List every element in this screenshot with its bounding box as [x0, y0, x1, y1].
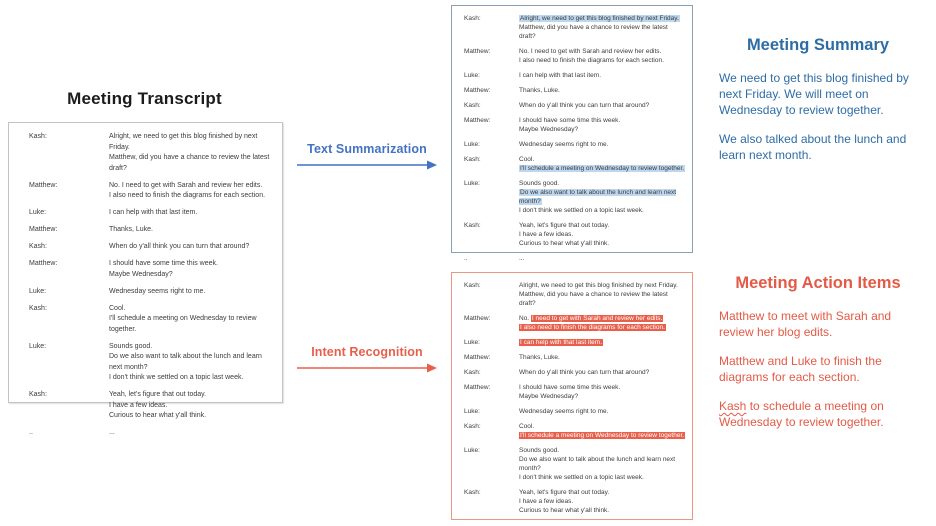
transcript-entry	[29, 259, 274, 280]
transcript-entry	[464, 281, 686, 308]
speaker-name: Matthew:	[29, 181, 58, 189]
speaker-utterance	[519, 314, 686, 332]
speaker-utterance	[109, 287, 274, 298]
paragraph-text: to schedule a meeting on Wednesday to review together.	[719, 399, 884, 429]
speaker-name: Luke:	[464, 141, 480, 148]
meeting-summary-panel	[719, 36, 917, 176]
utterance-text: Alright, we need to get this blog finished by next Friday.	[109, 133, 258, 151]
transcript-entry	[464, 488, 686, 515]
transcript-entry	[464, 422, 686, 440]
utterance-text: Thanks, Luke.	[109, 226, 153, 233]
utterance-text: Cool.	[519, 423, 535, 430]
speaker-utterance	[109, 259, 274, 280]
utterance-text: Cool.	[519, 156, 535, 163]
transcript-entry	[29, 287, 274, 298]
speaker-name: Kash:	[464, 102, 481, 109]
summary-highlight: Alright, we need to get this blog finished by next Friday.	[520, 15, 679, 22]
speaker-utterance	[519, 155, 686, 173]
utterance-text: I have a few ideas.	[109, 401, 168, 409]
panel-paragraph	[719, 70, 917, 118]
transcript-entry	[464, 446, 686, 482]
utterance-text: Yeah, let's figure that out today.	[519, 489, 610, 496]
speaker-utterance	[519, 179, 686, 215]
utterance-text: Curious to hear what y'all think.	[519, 507, 610, 514]
transcript-entry	[464, 368, 686, 377]
action-highlight: I also need to finish the diagrams for each section.	[520, 324, 665, 331]
speaker-name: Luke:	[29, 209, 47, 216]
transcript-entry	[464, 101, 686, 110]
utterance-text: Maybe Wednesday?	[519, 126, 579, 133]
meeting-summary-heading: Meeting Summary	[746, 36, 890, 54]
utterance-text: Do we also want to talk about the lunch and learn next month?	[519, 456, 676, 472]
speaker-name: Luke:	[29, 287, 47, 295]
utterance-text: Matthew, did you have a chance to review the latest draft?	[109, 154, 270, 172]
speaker-name: Kash:	[464, 15, 481, 22]
speaker-name: Matthew:	[464, 384, 491, 391]
utterance-text: When do y'all think you can turn that around?	[519, 369, 650, 376]
utterance-text: Wednesday seems right to me.	[109, 287, 206, 295]
speaker-utterance	[109, 242, 274, 253]
utterance-text: I'll schedule a meeting on Wednesday to review together.	[109, 315, 257, 333]
utterance-text: ...	[109, 429, 115, 436]
speaker-utterance	[519, 71, 686, 80]
action-highlight: I can help with that last item.	[520, 339, 603, 346]
speaker-utterance	[519, 422, 686, 440]
utterance-text: I should have some time this week.	[519, 117, 621, 124]
transcript-entry	[464, 383, 686, 401]
utterance-text: I don't think we settled on a topic last week.	[109, 374, 244, 381]
speaker-utterance	[519, 407, 686, 416]
speaker-name: Matthew:	[464, 354, 491, 361]
transcript-entry	[464, 116, 686, 134]
intent-recognition-label: Intent Recognition	[311, 345, 423, 359]
text-summarization-arrow-group	[296, 142, 438, 171]
transcript-entry	[464, 221, 686, 248]
transcript-entry	[464, 155, 686, 173]
transcript-entry	[464, 14, 686, 41]
utterance-text: I can help with that last item.	[519, 72, 602, 79]
speaker-name: Kash:	[464, 423, 481, 430]
utterance-text: ...	[519, 522, 525, 526]
speaker-utterance	[519, 446, 686, 482]
speaker-utterance	[109, 208, 274, 219]
utterance-text: I can help with that last item.	[109, 209, 198, 216]
speaker-utterance	[109, 225, 274, 236]
transcript-entry	[464, 47, 686, 65]
speaker-utterance	[519, 47, 686, 65]
transcript-entry	[464, 140, 686, 149]
transcript-entry	[464, 86, 686, 95]
speaker-name: Luke:	[464, 408, 480, 415]
action-highlight: I'll schedule a meeting on Wednesday to review together.	[520, 432, 685, 439]
transcript-entry	[29, 342, 274, 384]
utterance-text: I also need to finish the diagrams for each section.	[109, 192, 266, 199]
action-highlight: I need to get with Sarah and review her edits.	[531, 315, 663, 322]
panel-paragraph	[719, 308, 917, 340]
utterance-text: Sounds good.	[519, 180, 560, 187]
utterance-text: I need to get with Sarah and review her edits.	[530, 48, 662, 55]
paragraph-text: We need to get this blog finished by next Friday. We will meet on Wednesday to review together.	[719, 71, 909, 117]
transcript-entry	[464, 407, 686, 416]
utterance-text: ...	[519, 255, 525, 262]
utterance-text: Wednesday seems right to me.	[519, 141, 609, 148]
transcript-entry	[29, 428, 274, 439]
speaker-utterance	[519, 140, 686, 149]
utterance-text: I have a few ideas.	[519, 231, 574, 238]
speaker-name: Kash:	[464, 369, 481, 376]
speaker-name: Matthew:	[464, 87, 491, 94]
spellcheck-underlined-word: Kash	[719, 399, 747, 413]
speaker-name: Matthew:	[29, 226, 58, 233]
speaker-name: Kash:	[464, 222, 481, 229]
utterance-text: Alright, we need to get this blog finished by next Friday.	[519, 282, 678, 289]
utterance-text: When do y'all think you can turn that around?	[519, 102, 650, 109]
utterance-text: I should have some time this week.	[109, 260, 218, 267]
speaker-utterance	[109, 181, 274, 202]
utterance-text: I also need to finish the diagrams for each section.	[519, 57, 664, 64]
speaker-name: Luke:	[464, 180, 480, 187]
transcript-entry	[464, 254, 686, 263]
utterance-text: I have a few ideas.	[519, 498, 574, 505]
speaker-name: Matthew:	[29, 260, 58, 267]
text-summarization-label: Text Summarization	[307, 142, 427, 156]
speaker-utterance	[109, 132, 274, 174]
speaker-name: ..	[464, 255, 468, 262]
utterance-text: Matthew, did you have a chance to review the latest draft?	[519, 24, 668, 40]
speaker-utterance	[519, 86, 686, 95]
transcript-entry	[464, 71, 686, 80]
speaker-utterance	[519, 338, 686, 347]
utterance-text: No.	[109, 181, 122, 189]
transcript-title: Meeting Transcript	[67, 89, 222, 108]
utterance-text: Curious to hear what y'all think.	[109, 412, 207, 419]
speaker-name: ..	[464, 522, 468, 526]
speaker-name: Kash:	[29, 243, 47, 250]
transcript-entry	[464, 338, 686, 347]
transcript-entry	[464, 521, 686, 526]
panel-paragraph	[719, 398, 917, 430]
paragraph-text: Matthew to meet with Sarah and review her blog edits.	[719, 309, 892, 339]
speaker-name: Kash:	[464, 282, 481, 289]
speaker-utterance	[519, 488, 686, 515]
intent-highlighted-transcript-box	[451, 272, 693, 526]
transcript-entry	[29, 304, 274, 336]
speaker-name: Kash:	[29, 133, 47, 140]
panel-paragraph	[719, 353, 917, 385]
utterance-text: Maybe Wednesday?	[109, 270, 173, 278]
speaker-name: ..	[29, 429, 33, 436]
speaker-utterance	[519, 221, 686, 248]
transcript-entry	[29, 225, 274, 236]
utterance-text: Wednesday seems right to me.	[519, 408, 609, 415]
meeting-action-items-heading: Meeting Action Items	[735, 274, 901, 292]
speaker-utterance	[519, 116, 686, 134]
meeting-action-items-panel	[719, 274, 917, 443]
transcript-entry	[29, 132, 274, 174]
transcript-entry	[29, 208, 274, 219]
speaker-name: Matthew:	[464, 117, 491, 124]
summary-highlight: I'll schedule a meeting on Wednesday to review together.	[520, 165, 685, 172]
speaker-utterance	[519, 383, 686, 401]
speaker-utterance	[519, 281, 686, 308]
utterance-text: When do y'all think you can turn that around?	[109, 243, 250, 250]
transcript-entry	[464, 179, 686, 215]
meeting-action-items-body	[719, 308, 917, 430]
paragraph-text: Matthew and Luke to finish the diagrams for each section.	[719, 354, 882, 384]
utterance-text: Thanks, Luke.	[519, 87, 560, 94]
summarization-highlighted-transcript-box	[451, 5, 693, 262]
meeting-transcript-box	[8, 122, 283, 436]
utterance-text: Thanks, Luke.	[519, 354, 560, 361]
speaker-utterance	[519, 14, 686, 41]
speaker-utterance	[519, 521, 686, 526]
speaker-utterance	[519, 353, 686, 362]
utterance-text: I need to get with Sarah and review her edits.	[121, 181, 263, 189]
utterance-text: No.	[519, 48, 531, 55]
speaker-utterance	[109, 342, 274, 384]
transcript-entry	[29, 181, 274, 202]
right-arrow-icon	[296, 159, 438, 171]
speaker-utterance	[109, 428, 274, 439]
paragraph-text: We also talked about the lunch and learn next month.	[719, 132, 907, 162]
speaker-name: Luke:	[464, 447, 480, 454]
speaker-name: Kash:	[464, 156, 481, 163]
utterance-text: No.	[519, 315, 531, 322]
speaker-name: Kash:	[29, 304, 47, 312]
summary-highlight: Do we also want to talk about the lunch and learn next month?	[519, 189, 677, 205]
transcript-entry	[29, 242, 274, 253]
utterance-text: Sounds good.	[519, 447, 560, 454]
speaker-name: Kash:	[29, 391, 47, 398]
utterance-text: Maybe Wednesday?	[519, 393, 579, 400]
transcript-entry	[464, 314, 686, 332]
speaker-name: Luke:	[464, 339, 480, 346]
speaker-utterance	[519, 368, 686, 377]
right-arrow-icon	[296, 362, 438, 374]
transcript-entry	[464, 353, 686, 362]
meeting-summary-body	[719, 70, 917, 163]
utterance-text: Sounds good.	[109, 342, 153, 350]
speaker-name: Matthew:	[464, 315, 491, 322]
speaker-utterance	[519, 101, 686, 110]
speaker-name: Matthew:	[464, 48, 491, 55]
speaker-name: Luke:	[29, 342, 47, 350]
speaker-name: Luke:	[464, 72, 480, 79]
utterance-text: I should have some time this week.	[519, 384, 621, 391]
intent-recognition-arrow-group	[296, 345, 438, 374]
transcript-entry	[29, 390, 274, 422]
utterance-text: I don't think we settled on a topic last week.	[519, 474, 644, 481]
utterance-text: Yeah, let's figure that out today.	[109, 391, 207, 398]
utterance-text: Curious to hear what y'all think.	[519, 240, 610, 247]
utterance-text: Do we also want to talk about the lunch and learn next month?	[109, 353, 262, 371]
speaker-name: Kash:	[464, 489, 481, 496]
panel-paragraph	[719, 131, 917, 163]
speaker-utterance	[109, 390, 274, 422]
speaker-utterance	[109, 304, 274, 336]
utterance-text: Cool.	[109, 304, 126, 312]
utterance-text: I don't think we settled on a topic last week.	[519, 207, 644, 214]
speaker-utterance	[519, 254, 686, 263]
utterance-text: Yeah, let's figure that out today.	[519, 222, 610, 229]
utterance-text: Matthew, did you have a chance to review the latest draft?	[519, 291, 668, 307]
